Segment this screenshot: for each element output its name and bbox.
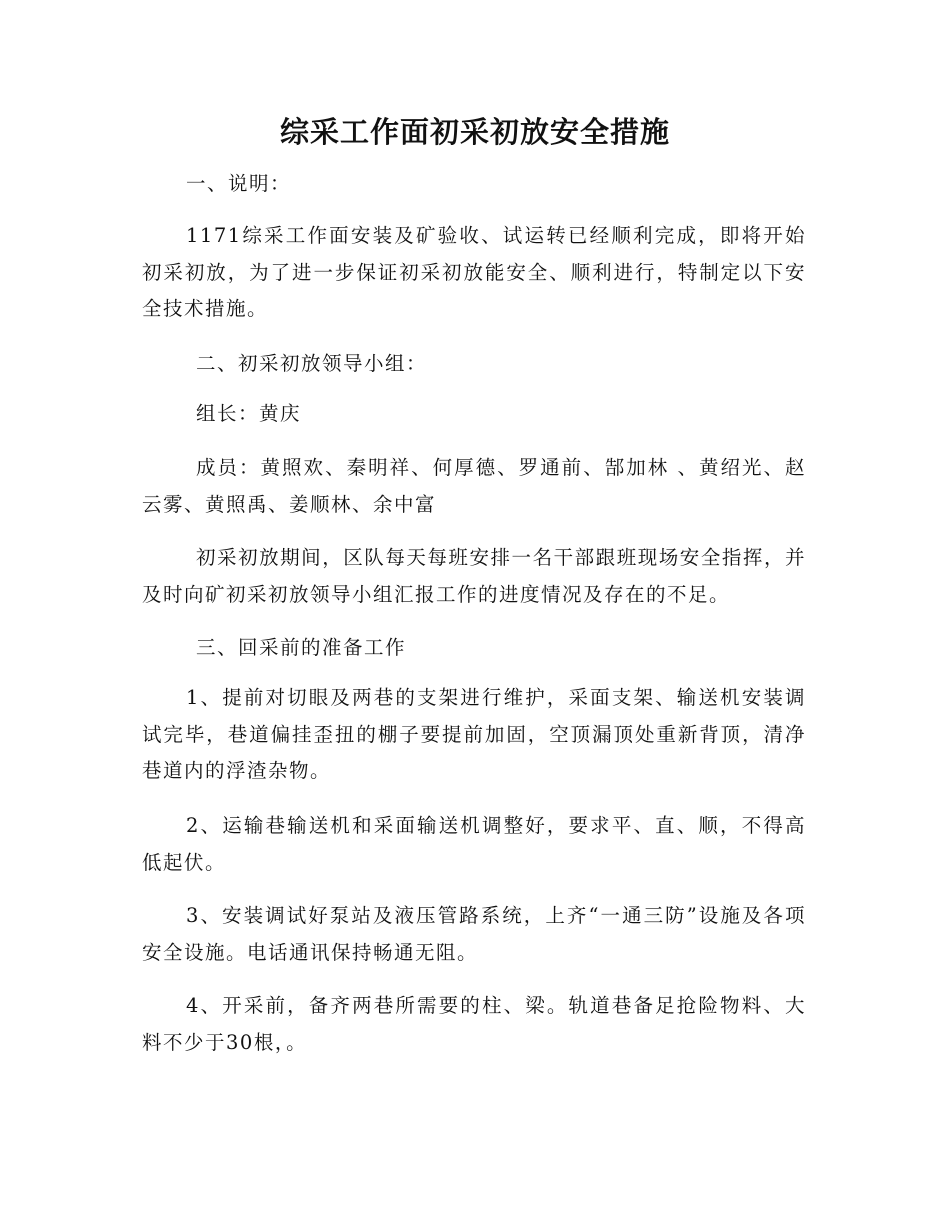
paragraph-on-duty-arrangement: 初采初放期间，区队每天每班安排一名干部跟班现场安全指挥，并及时向矿初采初放领导小组汇报工作的进度情况及存在的不足。 [142, 546, 806, 606]
list-item-3: 3、安装调试好泵站及液压管路系统，上齐“一通三防”设施及各项安全设施。电话通讯保持畅通无阻。 [142, 904, 806, 964]
list-item-1: 1、提前对切眼及两巷的支架进行维护，采面支架、输送机安装调试完毕，巷道偏挂歪扭的棚子要提前加固，空顶漏顶处重新背顶，清净巷道内的浮渣杂物。 [142, 686, 806, 782]
section-heading-leadership-group: 二、初采初放领导小组： [196, 352, 428, 375]
paragraph-group-members: 成员：黄照欢、秦明祥、何厚德、罗通前、郜加林 、黄绍光、赵云雾、黄照禹、姜顺林、余中富 [142, 456, 806, 516]
document-title: 综采工作面初采初放安全措施 [279, 115, 670, 149]
list-item-2: 2、运输巷输送机和采面输送机调整好，要求平、直、顺，不得高低起伏。 [142, 814, 806, 874]
section-heading-explanation: 一、说明： [186, 172, 292, 195]
paragraph-group-leader: 组长：黄庆 [196, 402, 302, 425]
list-item-4: 4、开采前，备齐两巷所需要的柱、梁。轨道巷备足抢险物料、大料不少于30根，。 [142, 994, 806, 1054]
paragraph-intro: 1171综采工作面安装及矿验收、试运转已经顺利完成，即将开始初采初放，为了进一步保证初采初放能安全、顺利进行，特制定以下安全技术措施。 [142, 224, 806, 320]
section-heading-preparation: 三、回采前的准备工作 [196, 636, 407, 659]
